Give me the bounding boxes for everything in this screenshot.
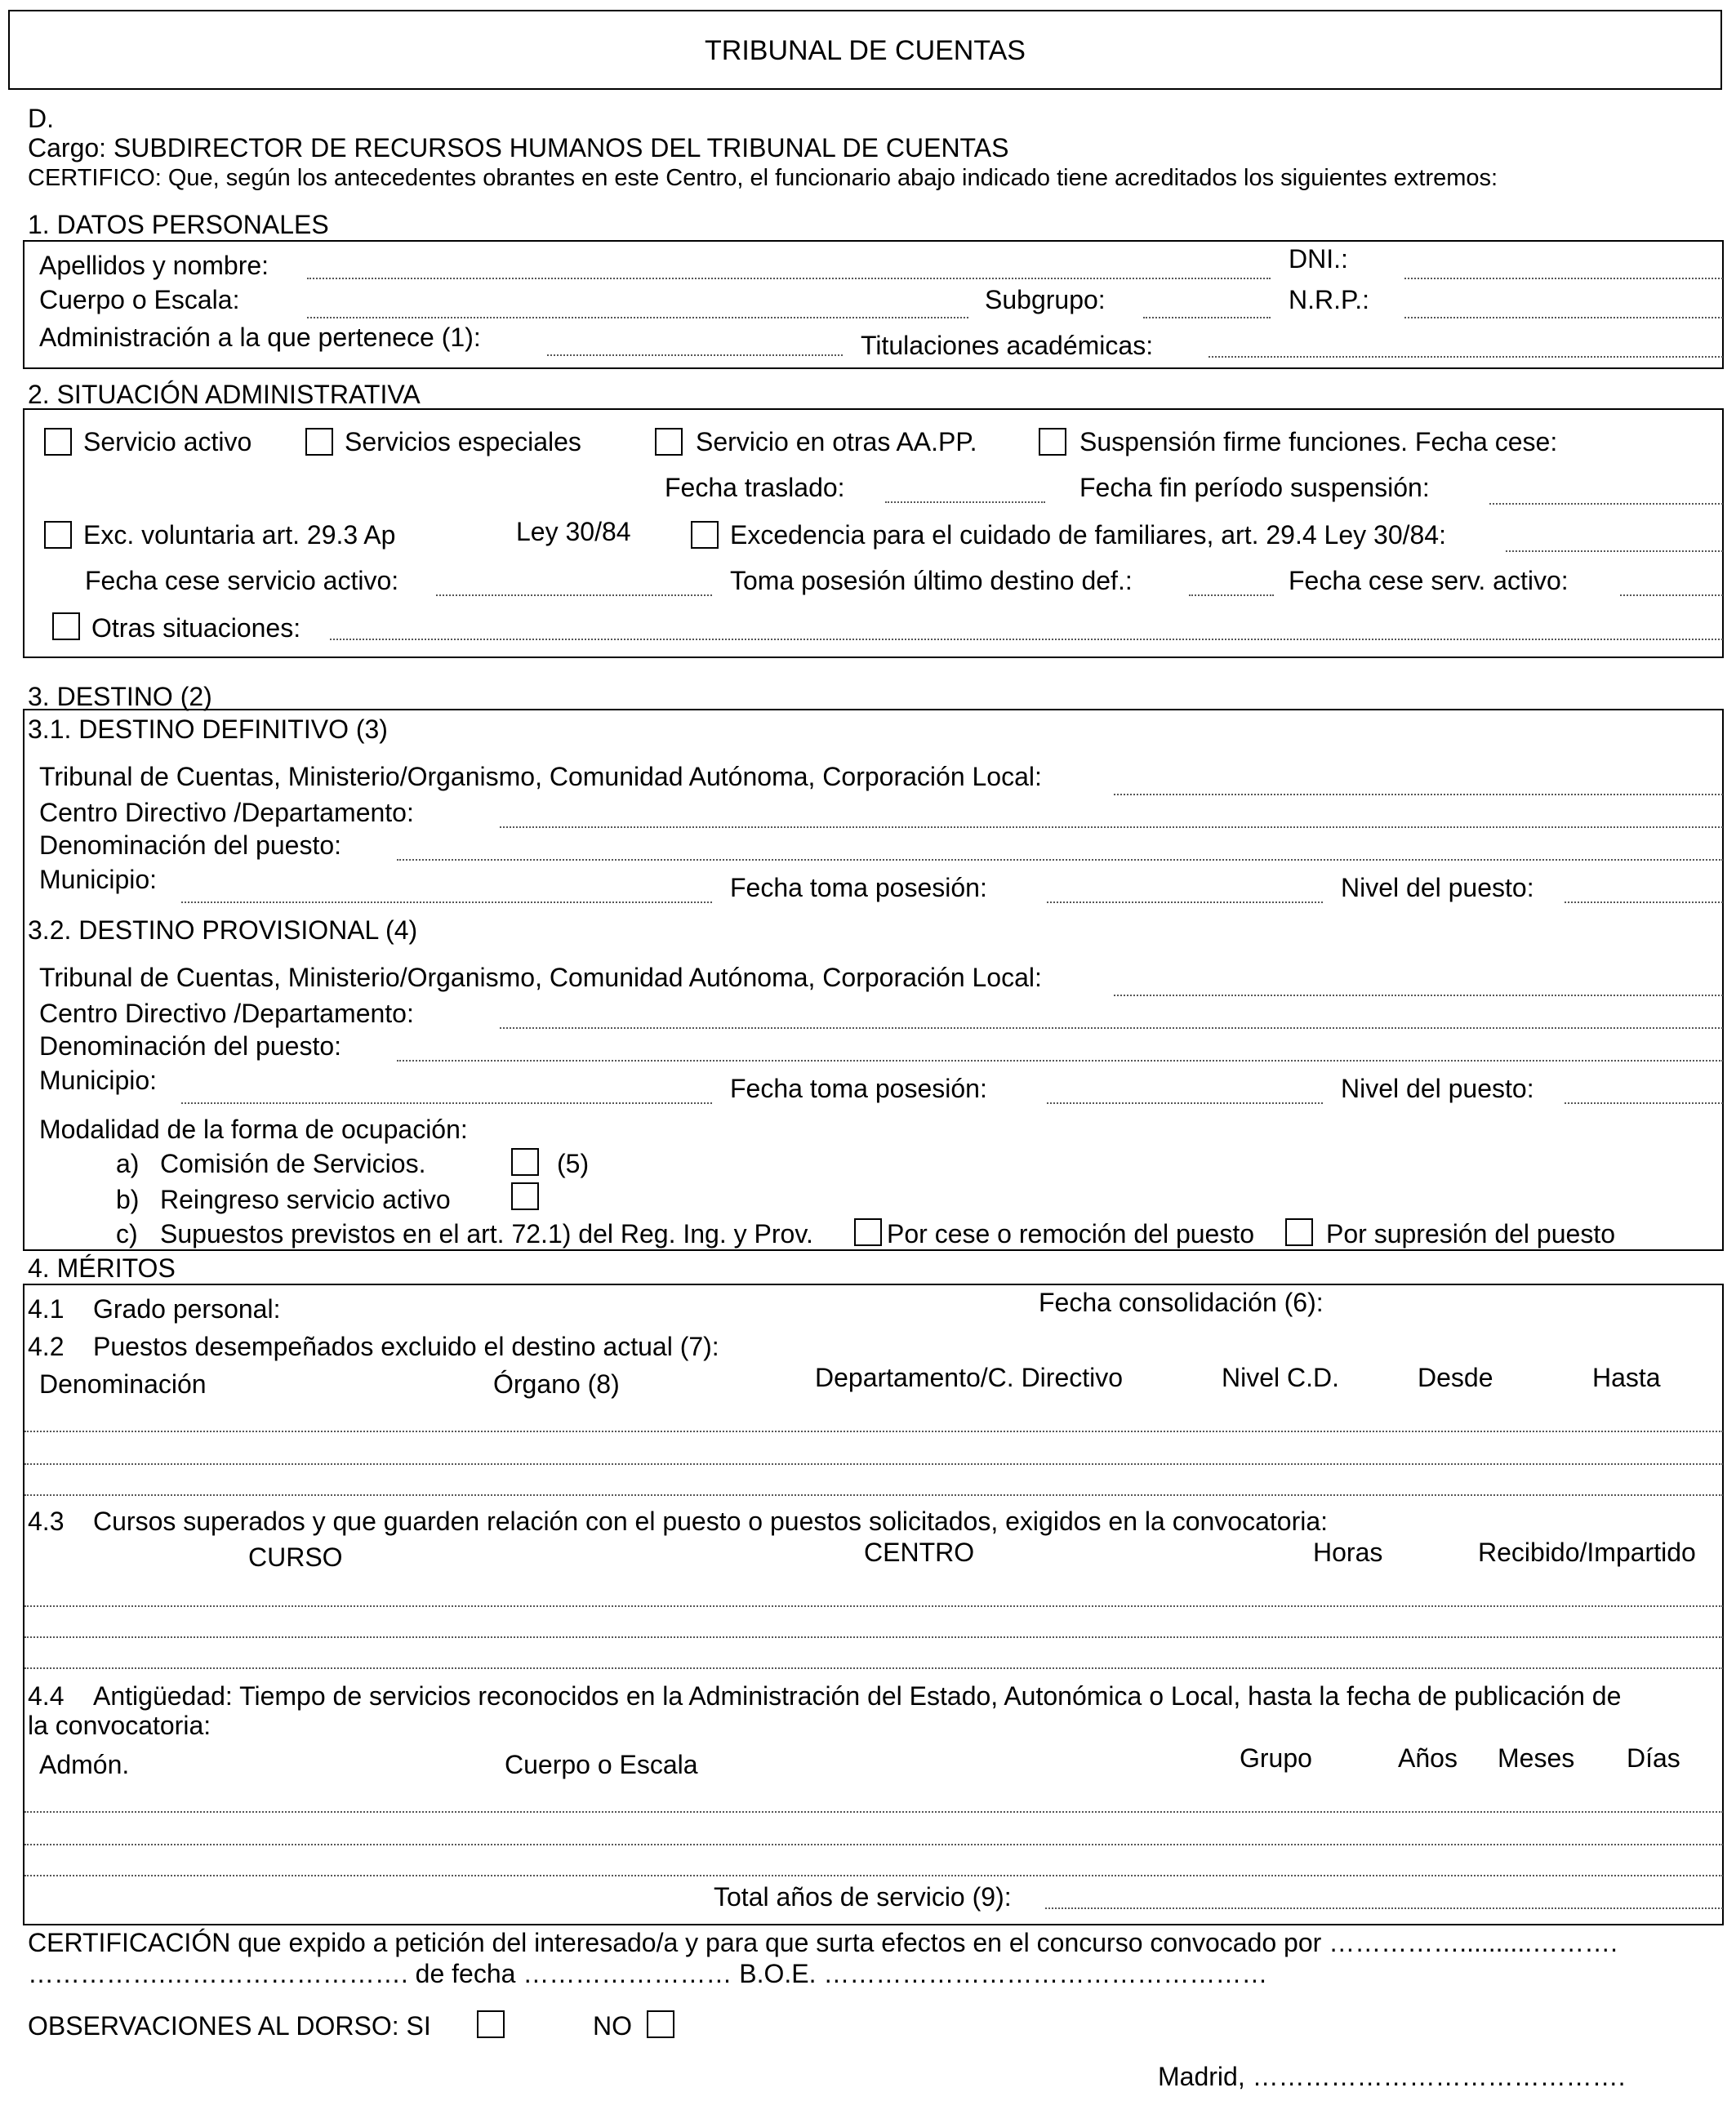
suspension-label: Suspensión firme funciones. Fecha cese: (1079, 427, 1558, 456)
servicio-activo-label: Servicio activo (83, 427, 252, 456)
puestos-col-departamento: Departamento/C. Directivo (815, 1363, 1124, 1392)
prov-denominacion-field[interactable] (397, 1060, 1723, 1062)
def-centro-field[interactable] (500, 826, 1723, 828)
cursos-col-centro: CENTRO (864, 1538, 975, 1567)
fecha-cese-servicio-field[interactable] (436, 594, 712, 596)
antig-col-grupo: Grupo (1240, 1743, 1312, 1773)
servicios-especiales-checkbox[interactable] (305, 428, 333, 456)
fecha-fin-label: Fecha fin período suspensión: (1079, 473, 1430, 502)
antig-col-anos: Años (1398, 1743, 1458, 1773)
cursos-col-recibido: Recibido/Impartido (1478, 1538, 1696, 1567)
prov-centro-label: Centro Directivo /Departamento: (39, 999, 414, 1028)
antiguedad-label-line1: Antigüedad: Tiempo de servicios reconocidos en la Administración del Estado, Autonómica o Local, hasta la fecha de publicación de (93, 1681, 1622, 1711)
total-anos-field[interactable] (1045, 1907, 1723, 1909)
certificacion-line2: …………….………………………. de fecha …………………… B.O.E. …………………………………………… (28, 1959, 1268, 1988)
excedencia-checkbox[interactable] (691, 521, 719, 549)
def-nivel-label: Nivel del puesto: (1341, 873, 1534, 902)
section-1-title: 1. DATOS PERSONALES (28, 210, 329, 239)
prov-tribunal-label: Tribunal de Cuentas, Ministerio/Organismo, Comunidad Autónoma, Corporación Local: (39, 963, 1042, 992)
apellidos-label: Apellidos y nombre: (39, 251, 269, 280)
excedencia-label: Excedencia para el cuidado de familiares, art. 29.4 Ley 30/84: (730, 520, 1446, 550)
def-centro-label: Centro Directivo /Departamento: (39, 798, 414, 827)
servicio-activo-checkbox[interactable] (44, 428, 72, 456)
puestos-row-3[interactable] (24, 1494, 1723, 1496)
fecha-cese-serv-field[interactable] (1620, 594, 1723, 596)
option-c-letter: c) (116, 1219, 138, 1249)
toma-posesion-field[interactable] (1189, 594, 1274, 596)
def-tribunal-label: Tribunal de Cuentas, Ministerio/Organismo, Comunidad Autónoma, Corporación Local: (39, 762, 1042, 791)
servicio-otras-label: Servicio en otras AA.PP. (696, 427, 977, 456)
puestos-row-2[interactable] (24, 1463, 1723, 1465)
def-municipio-label: Municipio: (39, 865, 158, 894)
dni-label: DNI.: (1289, 244, 1348, 274)
titulaciones-label: Titulaciones académicas: (861, 331, 1154, 360)
antiguedad-label-line2: la convocatoria: (28, 1711, 211, 1740)
fecha-traslado-field[interactable] (885, 501, 1045, 503)
puestos-row-1[interactable] (24, 1431, 1723, 1432)
puestos-label: Puestos desempeñados excluido el destino actual (7): (93, 1332, 719, 1361)
otras-situaciones-label: Otras situaciones: (91, 613, 301, 643)
puestos-col-denominacion: Denominación (39, 1369, 207, 1399)
observaciones-si-checkbox[interactable] (477, 2010, 505, 2038)
apellidos-field[interactable] (307, 278, 1271, 279)
titulaciones-field[interactable] (1209, 356, 1723, 358)
def-tribunal-field[interactable] (1114, 794, 1723, 795)
toma-posesion-label: Toma posesión último destino def.: (730, 566, 1133, 595)
def-municipio-field[interactable] (181, 901, 712, 903)
exc-voluntaria-checkbox[interactable] (44, 521, 72, 549)
modalidad-label: Modalidad de la forma de ocupación: (39, 1115, 468, 1144)
suspension-checkbox[interactable] (1039, 428, 1066, 456)
cargo-label: Cargo: SUBDIRECTOR DE RECURSOS HUMANOS DEL TRIBUNAL DE CUENTAS (28, 133, 1009, 162)
option-b-label: Reingreso servicio activo (160, 1185, 451, 1214)
cese-remocion-checkbox[interactable] (854, 1218, 882, 1246)
prov-municipio-field[interactable] (181, 1102, 712, 1104)
cese-remocion-label: Por cese o remoción del puesto (887, 1219, 1255, 1249)
prov-fecha-toma-label: Fecha toma posesión: (730, 1074, 987, 1103)
header-title: TRIBUNAL DE CUENTAS (705, 35, 1026, 66)
option-a-note: (5) (557, 1149, 590, 1178)
option-b-letter: b) (116, 1185, 140, 1214)
nrp-label: N.R.P.: (1289, 285, 1369, 314)
madrid-date: Madrid, ……………………………………. (1158, 2062, 1626, 2091)
def-nivel-field[interactable] (1565, 901, 1723, 903)
prov-tribunal-field[interactable] (1114, 995, 1723, 996)
fecha-cese-serv-label: Fecha cese serv. activo: (1289, 566, 1569, 595)
certifico-text: CERTIFICO: Que, según los antecedentes obrantes en este Centro, el funcionario abajo indicado tiene acreditados los siguientes extremos: (28, 165, 1498, 191)
prov-nivel-field[interactable] (1565, 1102, 1723, 1104)
observaciones-no-checkbox[interactable] (647, 2010, 674, 2038)
reingreso-checkbox[interactable] (511, 1182, 539, 1210)
section-2-title: 2. SITUACIÓN ADMINISTRATIVA (28, 380, 421, 409)
cursos-row-3[interactable] (24, 1667, 1723, 1669)
supresion-checkbox[interactable] (1285, 1218, 1313, 1246)
otras-situaciones-field[interactable] (330, 639, 1723, 640)
prov-nivel-label: Nivel del puesto: (1341, 1074, 1534, 1103)
comision-servicios-checkbox[interactable] (511, 1148, 539, 1176)
fecha-cese-servicio-label: Fecha cese servicio activo: (85, 566, 399, 595)
nrp-field[interactable] (1404, 317, 1723, 318)
administracion-label: Administración a la que pertenece (1): (39, 323, 481, 352)
dni-field[interactable] (1404, 278, 1723, 279)
otras-situaciones-checkbox[interactable] (52, 612, 80, 640)
puestos-col-hasta: Hasta (1592, 1363, 1661, 1392)
antiguedad-number: 4.4 (28, 1681, 65, 1711)
cursos-col-curso: CURSO (248, 1542, 343, 1572)
cursos-col-horas: Horas (1313, 1538, 1383, 1567)
subgrupo-label: Subgrupo: (985, 285, 1106, 314)
subgrupo-field[interactable] (1143, 317, 1271, 318)
def-denominacion-field[interactable] (397, 859, 1723, 861)
option-a-label: Comisión de Servicios. (160, 1149, 426, 1178)
section-3-title: 3. DESTINO (2) (28, 682, 212, 711)
antig-row-3[interactable] (24, 1875, 1723, 1876)
cursos-number: 4.3 (28, 1507, 65, 1536)
observaciones-no-label: NO (593, 2011, 632, 2041)
puestos-col-nivel: Nivel C.D. (1222, 1363, 1340, 1392)
servicio-otras-checkbox[interactable] (655, 428, 683, 456)
grado-label: Grado personal: (93, 1294, 281, 1324)
antig-row-2[interactable] (24, 1844, 1723, 1845)
puestos-number: 4.2 (28, 1332, 65, 1361)
d-label: D. (28, 104, 54, 133)
section-4-title: 4. MÉRITOS (28, 1253, 176, 1283)
prov-denominacion-label: Denominación del puesto: (39, 1031, 342, 1061)
cursos-label: Cursos superados y que guarden relación con el puesto o puestos solicitados, exigidos en la convocatoria: (93, 1507, 1329, 1536)
option-c-label: Supuestos previstos en el art. 72.1) del Reg. Ing. y Prov. (160, 1219, 813, 1249)
certificacion-line1: CERTIFICACIÓN que expido a petición del interesado/a y para que surta efectos en el concurso convocado por ……………..........………. (28, 1928, 1618, 1957)
cursos-row-1[interactable] (24, 1605, 1723, 1607)
antig-row-1[interactable] (24, 1811, 1723, 1813)
prov-municipio-label: Municipio: (39, 1066, 158, 1095)
antig-col-cuerpo: Cuerpo o Escala (505, 1750, 698, 1779)
servicios-especiales-label: Servicios especiales (345, 427, 581, 456)
fecha-consolidacion-label: Fecha consolidación (6): (1039, 1288, 1324, 1317)
def-fecha-toma-label: Fecha toma posesión: (730, 873, 987, 902)
puestos-col-organo: Órgano (8) (493, 1369, 620, 1399)
cursos-row-2[interactable] (24, 1636, 1723, 1638)
destino-provisional-title: 3.2. DESTINO PROVISIONAL (4) (28, 915, 418, 945)
administracion-field[interactable] (547, 354, 843, 356)
destino-definitivo-title: 3.1. DESTINO DEFINITIVO (3) (28, 714, 388, 744)
cuerpo-field[interactable] (307, 317, 968, 318)
prov-fecha-toma-field[interactable] (1047, 1102, 1323, 1104)
grado-number: 4.1 (28, 1294, 65, 1324)
excedencia-field[interactable] (1506, 550, 1723, 552)
exc-voluntaria-label: Exc. voluntaria art. 29.3 Ap (83, 520, 396, 550)
total-anos-label: Total años de servicio (9): (714, 1882, 1012, 1912)
antig-col-admon: Admón. (39, 1750, 130, 1779)
fecha-traslado-label: Fecha traslado: (665, 473, 845, 502)
ley-label: Ley 30/84 (516, 517, 631, 546)
cuerpo-label: Cuerpo o Escala: (39, 285, 240, 314)
antig-col-dias: Días (1627, 1743, 1680, 1773)
fecha-fin-field[interactable] (1489, 503, 1723, 505)
option-a-letter: a) (116, 1149, 140, 1178)
antig-col-meses: Meses (1498, 1743, 1575, 1773)
def-denominacion-label: Denominación del puesto: (39, 830, 342, 860)
supresion-label: Por supresión del puesto (1326, 1219, 1615, 1249)
def-fecha-toma-field[interactable] (1047, 901, 1323, 903)
puestos-col-desde: Desde (1418, 1363, 1493, 1392)
observaciones-label: OBSERVACIONES AL DORSO: SI (28, 2011, 431, 2041)
prov-centro-field[interactable] (500, 1027, 1723, 1029)
